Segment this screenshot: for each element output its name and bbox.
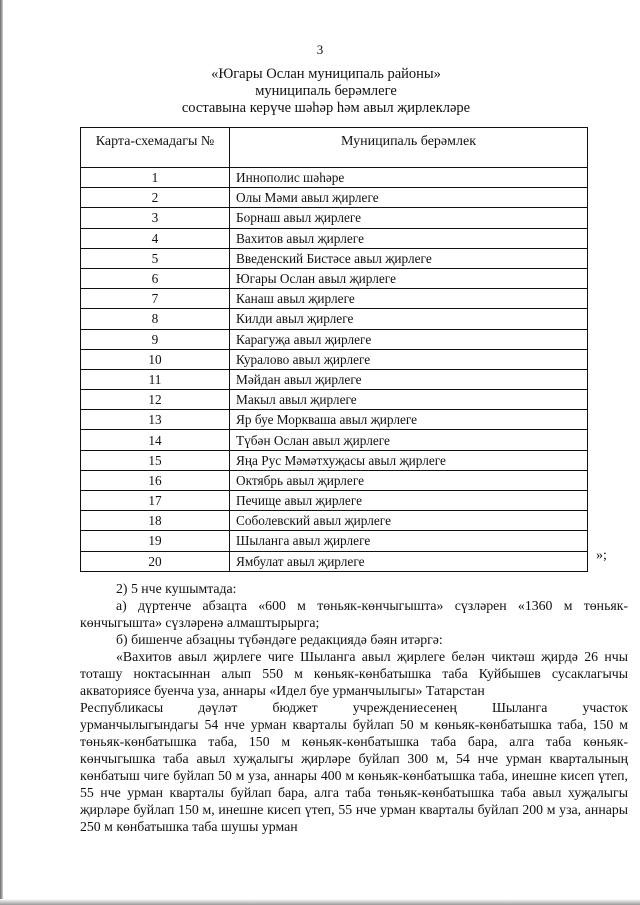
row-number: 6 bbox=[81, 268, 230, 288]
row-municipality: Яңа Рус Мәмәтхуҗасы авыл җирлеге bbox=[230, 450, 588, 470]
row-number: 13 bbox=[81, 410, 230, 430]
row-municipality: Иннополис шәһәре bbox=[230, 168, 588, 188]
table-row bbox=[81, 390, 588, 410]
row-municipality: Канаш авыл җирлеге bbox=[230, 289, 588, 309]
title-line-2: муниципаль берәмлеге bbox=[255, 83, 397, 99]
row-number: 12 bbox=[81, 390, 230, 410]
title-line-1: «Югары Ослан муниципаль районы» bbox=[211, 66, 441, 82]
table-row bbox=[81, 168, 588, 188]
row-municipality: Вахитов авыл җирлеге bbox=[230, 228, 588, 248]
table-row bbox=[81, 329, 588, 349]
table-row bbox=[81, 450, 588, 470]
row-municipality: Килди авыл җирлеге bbox=[230, 309, 588, 329]
row-number: 1 bbox=[81, 168, 230, 188]
table-row bbox=[81, 208, 588, 228]
row-number: 5 bbox=[81, 248, 230, 268]
row-number: 19 bbox=[81, 531, 230, 551]
row-number: 3 bbox=[81, 208, 230, 228]
table-row bbox=[81, 430, 588, 450]
table-row bbox=[81, 511, 588, 531]
page-number: 3 bbox=[316, 42, 324, 57]
row-number: 11 bbox=[81, 369, 230, 389]
table-row bbox=[81, 188, 588, 208]
row-municipality: Түбән Ослан авыл җирлеге bbox=[230, 430, 588, 450]
row-municipality: Мәйдан авыл җирлеге bbox=[230, 369, 588, 389]
table-closing-quote: »; bbox=[596, 548, 607, 563]
row-municipality: Октябрь авыл җирлеге bbox=[230, 470, 588, 490]
table-row bbox=[81, 289, 588, 309]
row-number: 20 bbox=[81, 551, 230, 571]
row-number: 15 bbox=[81, 450, 230, 470]
table-row bbox=[81, 349, 588, 369]
row-municipality: Ямбулат авыл җирлеге bbox=[230, 551, 588, 571]
row-number: 17 bbox=[81, 491, 230, 511]
row-municipality: Карагуҗа авыл җирлеге bbox=[230, 329, 588, 349]
row-municipality: Куралово авыл җирлеге bbox=[230, 349, 588, 369]
document-title bbox=[0, 66, 640, 117]
column-header-municipality: Муниципаль берәмлек bbox=[230, 128, 588, 168]
column-header-map-number: Карта-схемадагы № bbox=[81, 128, 230, 168]
row-number: 16 bbox=[81, 470, 230, 490]
paragraph-quote-part-1: «Вахитов авыл җирлеге чиге Шыланга авыл җирлеге белән чиктәш җирдә 26 нчы тоташу ноктасыннан алып 550 м көньяк-көнбатышка таба Куйбышев сусаклагычы акваториясе буенча уза, аннары «Идел буе урманчылыгы» Татарстан bbox=[80, 649, 628, 698]
municipalities-table bbox=[80, 127, 588, 572]
table-row bbox=[81, 369, 588, 389]
row-municipality: Борнаш авыл җирлеге bbox=[230, 208, 588, 228]
row-municipality: Олы Мәми авыл җирлеге bbox=[230, 188, 588, 208]
row-number: 7 bbox=[81, 289, 230, 309]
title-line-3: составына керүче шәһәр һәм авыл җирлекләре bbox=[181, 100, 471, 116]
row-number: 18 bbox=[81, 511, 230, 531]
row-municipality: Соболевский авыл җирлеге bbox=[230, 511, 588, 531]
paragraph-quote-part-3: урманчылыгындагы 54 нче урман кварталы буйлап 50 м көньяк-көнбатышка таба, 150 м төньяк-көнбатышка таба, 150 м көньяк-көнбатышка таба бара, алга таба көньяк-көнчыгышка таба авыл хуҗалыгы җирләре буйлап 300 м, 54 нче урман кварталының көнбатыш чиге буйлап 50 м уза, аннары 400 м көньяк-көнбатышка таба, инешне кисеп үтеп, 55 нче урман кварталы буйлап бара, алга таба төньяк-көнбатышка таба авыл хуҗалыгы җирләре буйлап 150 м, инешне кисеп үтеп, 55 нче урман кварталы буйлап 200 м уза, аннары 250 м көнбатышка таба шушы урман bbox=[80, 717, 628, 834]
table-row bbox=[81, 248, 588, 268]
row-municipality: Введенский Бистәсе авыл җирлеге bbox=[230, 248, 588, 268]
row-number: 10 bbox=[81, 349, 230, 369]
table-row bbox=[81, 309, 588, 329]
table-row bbox=[81, 491, 588, 511]
row-municipality: Печище авыл җирлеге bbox=[230, 491, 588, 511]
row-municipality: Макыл авыл җирлеге bbox=[230, 390, 588, 410]
paragraph-item-b: б) бишенче абзацны түбәндәге редакциядә бәян итәргә: bbox=[116, 632, 443, 647]
table-row bbox=[81, 551, 588, 571]
row-municipality: Яр буе Моркваша авыл җирлеге bbox=[230, 410, 588, 430]
body-text bbox=[80, 580, 628, 835]
row-municipality: Югары Ослан авыл җирлеге bbox=[230, 268, 588, 288]
row-number: 9 bbox=[81, 329, 230, 349]
page-bottom-shadow bbox=[0, 899, 640, 905]
table-row bbox=[81, 268, 588, 288]
row-municipality: Шыланга авыл җирлеге bbox=[230, 531, 588, 551]
row-number: 2 bbox=[81, 188, 230, 208]
paragraph-item-2: 2) 5 нче кушымтада: bbox=[116, 581, 237, 596]
row-number: 4 bbox=[81, 228, 230, 248]
table-row bbox=[81, 531, 588, 551]
paragraph-quote-part-2: Республикасы дәүләт бюджет учреждениесенең Шыланга участок bbox=[80, 700, 628, 715]
table-header-row bbox=[81, 128, 588, 168]
paragraph-item-a: а) дүртенче абзацта «600 м төньяк-көнчыгышта» сүзләрен «1360 м төньяк-көнчыгышта» сүзләренә алмаштырырга; bbox=[80, 598, 628, 630]
page-edge-shadow bbox=[0, 0, 3, 905]
table-row bbox=[81, 470, 588, 490]
row-number: 8 bbox=[81, 309, 230, 329]
table-row bbox=[81, 410, 588, 430]
table-row bbox=[81, 228, 588, 248]
row-number: 14 bbox=[81, 430, 230, 450]
